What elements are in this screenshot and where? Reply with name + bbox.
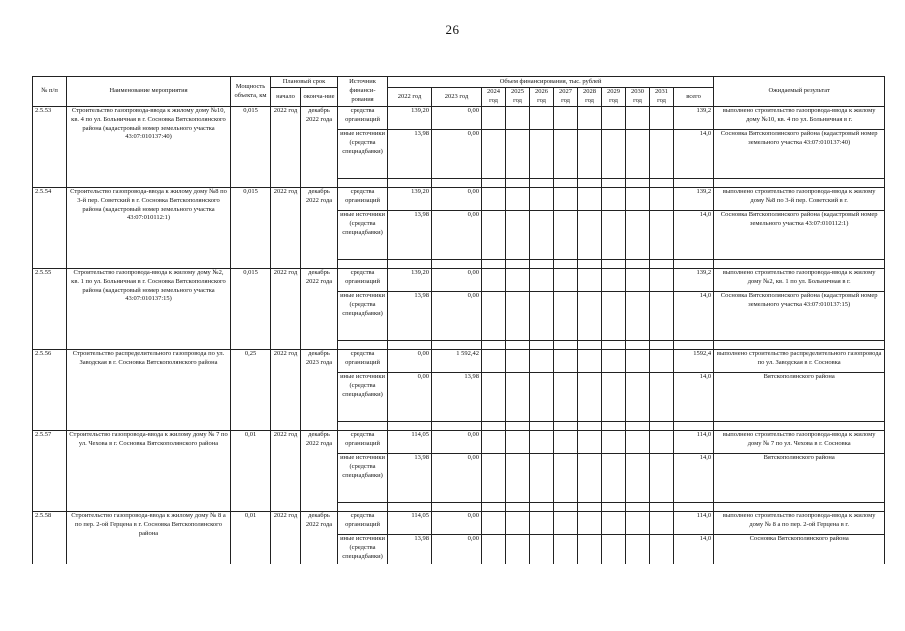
empty-year-cell [530, 211, 554, 260]
empty-year-cell [482, 211, 506, 260]
spacer-cell [338, 422, 388, 431]
header-source: Источник финанси-рования [338, 77, 388, 107]
row-capacity: 0,25 [231, 350, 271, 431]
spacer-cell [482, 422, 506, 431]
spacer-cell [530, 179, 554, 188]
empty-year-cell [482, 269, 506, 292]
value-total: 14,0 [674, 454, 714, 503]
empty-year-cell [554, 211, 578, 260]
empty-year-cell [626, 269, 650, 292]
empty-year-cell [626, 454, 650, 503]
header-year: 2030 год [626, 88, 650, 107]
empty-year-cell [482, 454, 506, 503]
row-name: Строительство газопровода-ввода к жилому дому №10, кв. 4 по ул. Больничная в г. Сосновка Вятскополянского района (кадастровый номер земельного участка 43:07:010137:40) [67, 107, 231, 188]
table-row [33, 431, 885, 454]
empty-year-cell [554, 107, 578, 130]
empty-year-cell [626, 188, 650, 211]
spacer-cell [388, 422, 432, 431]
empty-year-cell [626, 211, 650, 260]
empty-year-cell [506, 269, 530, 292]
header-year: 2031 год [650, 88, 674, 107]
value-total: 14,0 [674, 130, 714, 179]
value-2022: 139,20 [388, 188, 432, 211]
spacer-cell [602, 260, 626, 269]
header-end: оконча-ние [301, 88, 338, 107]
value-2022: 114,05 [388, 512, 432, 535]
row-number: 2.5.56 [33, 350, 67, 431]
spacer-cell [554, 503, 578, 512]
empty-year-cell [602, 130, 626, 179]
value-total: 114,0 [674, 512, 714, 535]
value-2022: 13,98 [388, 454, 432, 503]
spacer-cell [338, 341, 388, 350]
spacer-cell [388, 179, 432, 188]
empty-year-cell [626, 350, 650, 373]
spacer-cell [432, 179, 482, 188]
empty-year-cell [506, 454, 530, 503]
empty-year-cell [650, 130, 674, 179]
value-2022: 13,98 [388, 130, 432, 179]
spacer-cell [714, 260, 885, 269]
empty-year-cell [650, 107, 674, 130]
empty-year-cell [554, 454, 578, 503]
value-2023: 0,00 [432, 130, 482, 179]
spacer-cell [530, 260, 554, 269]
empty-year-cell [482, 107, 506, 130]
page-number: 26 [445, 22, 460, 37]
expected-result: выполнено строительство газопровода-ввода к жилому дому №8 по 3-й пер. Советский в г. [714, 188, 885, 211]
expected-result: Вятскополянского района [714, 373, 885, 422]
spacer-cell [432, 341, 482, 350]
empty-year-cell [626, 292, 650, 341]
empty-year-cell [650, 512, 674, 535]
empty-year-cell [650, 350, 674, 373]
row-number: 2.5.53 [33, 107, 67, 188]
empty-year-cell [650, 431, 674, 454]
spacer-cell [578, 503, 602, 512]
spacer-cell [578, 179, 602, 188]
header-funding: Объем финансирования, тыс. рублей [388, 77, 714, 88]
row-start: 2022 год [271, 188, 301, 269]
row-end: декабрь 2023 года [301, 350, 338, 431]
empty-year-cell [650, 269, 674, 292]
empty-year-cell [602, 292, 626, 341]
value-total: 139,2 [674, 107, 714, 130]
spacer-cell [650, 260, 674, 269]
empty-year-cell [554, 130, 578, 179]
row-capacity: 0,015 [231, 188, 271, 269]
empty-year-cell [554, 431, 578, 454]
header-result: Ожидаемый результат [714, 77, 885, 107]
value-total: 14,0 [674, 535, 714, 584]
row-number: 2.5.58 [33, 512, 67, 593]
value-2022: 114,05 [388, 431, 432, 454]
source-label: средства организаций [338, 107, 388, 130]
row-start: 2022 год [271, 512, 301, 593]
row-capacity: 0,015 [231, 269, 271, 350]
spacer-cell [674, 503, 714, 512]
table-row [33, 107, 885, 130]
spacer-cell [714, 422, 885, 431]
empty-year-cell [650, 454, 674, 503]
value-2022: 13,98 [388, 535, 432, 584]
spacer-cell [482, 179, 506, 188]
header-year: 2025 год [506, 88, 530, 107]
value-2023: 0,00 [432, 211, 482, 260]
spacer-cell [432, 422, 482, 431]
row-capacity: 0,01 [231, 431, 271, 512]
spacer-cell [626, 341, 650, 350]
empty-year-cell [578, 211, 602, 260]
empty-year-cell [602, 188, 626, 211]
empty-year-cell [626, 373, 650, 422]
row-name: Строительство газопровода-ввода к жилому дому № 8 а по пер. 2-ой Герцена в г. Сосновка Вятскополянского района [67, 512, 231, 593]
source-label: иные источники (средства спецнадбавки) [338, 130, 388, 179]
empty-year-cell [554, 373, 578, 422]
empty-year-cell [530, 188, 554, 211]
empty-year-cell [506, 512, 530, 535]
spacer-cell [530, 422, 554, 431]
empty-year-cell [530, 130, 554, 179]
spacer-cell [506, 260, 530, 269]
row-start: 2022 год [271, 269, 301, 350]
empty-year-cell [530, 350, 554, 373]
spacer-cell [482, 260, 506, 269]
table-row [33, 512, 885, 535]
empty-year-cell [530, 512, 554, 535]
empty-year-cell [602, 512, 626, 535]
table-header [33, 77, 885, 107]
spacer-cell [432, 260, 482, 269]
funding-table [32, 76, 885, 616]
empty-year-cell [650, 211, 674, 260]
spacer-cell [388, 260, 432, 269]
empty-year-cell [530, 431, 554, 454]
source-label: средства организаций [338, 350, 388, 373]
empty-year-cell [554, 188, 578, 211]
expected-result: выполнено строительство газопровода-ввода к жилому дому № 7 по ул. Чехова в г. Сосновка [714, 431, 885, 454]
header-year: 2028 год [578, 88, 602, 107]
spacer-cell [674, 422, 714, 431]
empty-year-cell [602, 373, 626, 422]
empty-year-cell [626, 130, 650, 179]
empty-year-cell [482, 292, 506, 341]
spacer-cell [578, 260, 602, 269]
value-total: 14,0 [674, 292, 714, 341]
empty-year-cell [554, 292, 578, 341]
row-name: Строительство газопровода-ввода к жилому дому № 7 по ул. Чехова в г. Сосновка Вятскополянского района [67, 431, 231, 512]
empty-year-cell [554, 269, 578, 292]
value-2023: 0,00 [432, 512, 482, 535]
empty-year-cell [650, 292, 674, 341]
source-label: средства организаций [338, 269, 388, 292]
header-capacity: Мощность объекта, км [231, 77, 271, 107]
spacer-cell [674, 260, 714, 269]
empty-year-cell [578, 373, 602, 422]
row-name: Строительство распределительного газопровода по ул. Заводская в г. Сосновка Вятскополянского района [67, 350, 231, 431]
spacer-cell [338, 503, 388, 512]
row-start: 2022 год [271, 350, 301, 431]
empty-year-cell [578, 130, 602, 179]
spacer-cell [554, 341, 578, 350]
row-start: 2022 год [271, 431, 301, 512]
source-label: иные источники (средства спецнадбавки) [338, 292, 388, 341]
spacer-cell [506, 503, 530, 512]
value-total: 14,0 [674, 373, 714, 422]
value-2022: 0,00 [388, 350, 432, 373]
value-total: 139,2 [674, 188, 714, 211]
source-label: средства организаций [338, 431, 388, 454]
expected-result: выполнено строительство распределительного газопровода по ул. Заводская в г. Сосновка [714, 350, 885, 373]
spacer-cell [626, 260, 650, 269]
value-2023: 1 592,42 [432, 350, 482, 373]
empty-year-cell [506, 350, 530, 373]
row-capacity: 0,015 [231, 107, 271, 188]
value-2023: 0,00 [432, 188, 482, 211]
row-end: декабрь 2022 года [301, 107, 338, 188]
empty-year-cell [578, 454, 602, 503]
row-number: 2.5.57 [33, 431, 67, 512]
value-2022: 139,20 [388, 269, 432, 292]
empty-year-cell [482, 431, 506, 454]
empty-year-cell [506, 211, 530, 260]
value-2023: 0,00 [432, 535, 482, 584]
empty-year-cell [650, 188, 674, 211]
empty-year-cell [482, 512, 506, 535]
value-total: 1592,4 [674, 350, 714, 373]
spacer-cell [626, 179, 650, 188]
spacer-cell [650, 503, 674, 512]
expected-result: выполнено строительство газопровода-ввода к жилому дому №10, кв. 4 по ул. Больничная в г. [714, 107, 885, 130]
row-end: декабрь 2022 года [301, 188, 338, 269]
empty-year-cell [626, 107, 650, 130]
header-year: 2024 год [482, 88, 506, 107]
empty-year-cell [578, 269, 602, 292]
spacer-cell [338, 260, 388, 269]
spacer-cell [388, 503, 432, 512]
expected-result: Сосновка Вятскополянского района (кадастровый номер земельного участка 43:07:010112:1) [714, 211, 885, 260]
expected-result: Сосновка Вятскополянского района (кадастровый номер земельного участка 43:07:010137:40) [714, 130, 885, 179]
spacer-cell [626, 503, 650, 512]
header-year: 2027 год [554, 88, 578, 107]
spacer-cell [602, 503, 626, 512]
empty-year-cell [578, 512, 602, 535]
spacer-cell [626, 422, 650, 431]
empty-year-cell [482, 350, 506, 373]
empty-year-cell [530, 454, 554, 503]
header-name: Наименование мероприятия [67, 77, 231, 107]
table-row [33, 350, 885, 373]
expected-result: выполнено строительство газопровода-ввода к жилому дому № 8 а по пер. 2-ой Герцена в г. [714, 512, 885, 535]
empty-year-cell [506, 373, 530, 422]
source-label: иные источники (средства спецнадбавки) [338, 535, 388, 584]
empty-year-cell [578, 292, 602, 341]
header-year: 2026 год [530, 88, 554, 107]
value-2023: 0,00 [432, 269, 482, 292]
spacer-cell [530, 503, 554, 512]
value-2022: 139,20 [388, 107, 432, 130]
source-label: иные источники (средства спецнадбавки) [338, 373, 388, 422]
spacer-cell [650, 341, 674, 350]
row-name: Строительство газопровода-ввода к жилому дому №8 по 3-й пер. Советский в г. Сосновка Вятскополянского района (кадастровый номер земельного участка 43:07:010112:1) [67, 188, 231, 269]
empty-year-cell [578, 188, 602, 211]
empty-year-cell [482, 130, 506, 179]
spacer-cell [432, 503, 482, 512]
row-capacity: 0,01 [231, 512, 271, 593]
empty-year-cell [506, 107, 530, 130]
spacer-cell [674, 179, 714, 188]
spacer-cell [338, 179, 388, 188]
value-total: 14,0 [674, 211, 714, 260]
value-2023: 0,00 [432, 454, 482, 503]
spacer-cell [602, 422, 626, 431]
header-num: № п/п [33, 77, 67, 107]
row-number: 2.5.55 [33, 269, 67, 350]
table-row [33, 188, 885, 211]
spacer-cell [578, 341, 602, 350]
expected-result: Сосновка Вятскополянского района (кадастровый номер земельного участка 43:07:010137:15) [714, 292, 885, 341]
empty-year-cell [530, 373, 554, 422]
spacer-cell [602, 341, 626, 350]
empty-year-cell [578, 107, 602, 130]
table-body [33, 107, 885, 616]
empty-year-cell [506, 431, 530, 454]
spacer-cell [388, 341, 432, 350]
row-name: Строительство газопровода-ввода к жилому дому №2, кв. 1 по ул. Больничная в г. Сосновка Вятскополянского района (кадастровый номер земельного участка 43:07:010137:15) [67, 269, 231, 350]
row-start: 2022 год [271, 107, 301, 188]
spacer-cell [506, 341, 530, 350]
value-2022: 13,98 [388, 292, 432, 341]
value-2023: 0,00 [432, 107, 482, 130]
empty-year-cell [506, 292, 530, 341]
spacer-cell [554, 422, 578, 431]
row-end: декабрь 2022 года [301, 431, 338, 512]
value-total: 139,2 [674, 269, 714, 292]
spacer-cell [578, 422, 602, 431]
expected-result: выполнено строительство газопровода-ввода к жилому дому №2, кв. 1 по ул. Больничная в г. [714, 269, 885, 292]
header-plan-term: Плановый срок [271, 77, 338, 88]
expected-result: Сосновка Вятскополянского района [714, 535, 885, 584]
spacer-cell [714, 341, 885, 350]
page-bottom-margin [0, 564, 905, 631]
header-total: всего [674, 88, 714, 107]
empty-year-cell [578, 431, 602, 454]
empty-year-cell [602, 350, 626, 373]
empty-year-cell [650, 373, 674, 422]
empty-year-cell [554, 350, 578, 373]
empty-year-cell [626, 512, 650, 535]
value-2023: 0,00 [432, 431, 482, 454]
empty-year-cell [602, 211, 626, 260]
header-start: начало [271, 88, 301, 107]
empty-year-cell [602, 107, 626, 130]
value-2022: 13,98 [388, 211, 432, 260]
empty-year-cell [602, 454, 626, 503]
expected-result: Вятскополянского района [714, 454, 885, 503]
empty-year-cell [506, 188, 530, 211]
value-2023: 13,98 [432, 373, 482, 422]
value-2023: 0,00 [432, 292, 482, 341]
empty-year-cell [530, 269, 554, 292]
spacer-cell [554, 260, 578, 269]
source-label: средства организаций [338, 512, 388, 535]
row-number: 2.5.54 [33, 188, 67, 269]
empty-year-cell [578, 350, 602, 373]
spacer-cell [650, 179, 674, 188]
source-label: иные источники (средства спецнадбавки) [338, 211, 388, 260]
row-end: декабрь 2022 года [301, 512, 338, 593]
empty-year-cell [482, 373, 506, 422]
header-year: 2029 год [602, 88, 626, 107]
spacer-cell [714, 503, 885, 512]
spacer-cell [530, 341, 554, 350]
empty-year-cell [530, 292, 554, 341]
row-end: декабрь 2022 года [301, 269, 338, 350]
spacer-cell [714, 179, 885, 188]
spacer-cell [506, 179, 530, 188]
empty-year-cell [482, 188, 506, 211]
value-2022: 0,00 [388, 373, 432, 422]
table-row [33, 269, 885, 292]
empty-year-cell [506, 130, 530, 179]
source-label: иные источники (средства спецнадбавки) [338, 454, 388, 503]
spacer-cell [674, 341, 714, 350]
spacer-cell [602, 179, 626, 188]
empty-year-cell [626, 431, 650, 454]
spacer-cell [482, 341, 506, 350]
empty-year-cell [602, 269, 626, 292]
header-year: 2022 год [388, 88, 432, 107]
empty-year-cell [530, 107, 554, 130]
spacer-cell [482, 503, 506, 512]
spacer-cell [506, 422, 530, 431]
source-label: средства организаций [338, 188, 388, 211]
empty-year-cell [554, 512, 578, 535]
empty-year-cell [602, 431, 626, 454]
header-year: 2023 год [432, 88, 482, 107]
spacer-cell [554, 179, 578, 188]
value-total: 114,0 [674, 431, 714, 454]
spacer-cell [650, 422, 674, 431]
